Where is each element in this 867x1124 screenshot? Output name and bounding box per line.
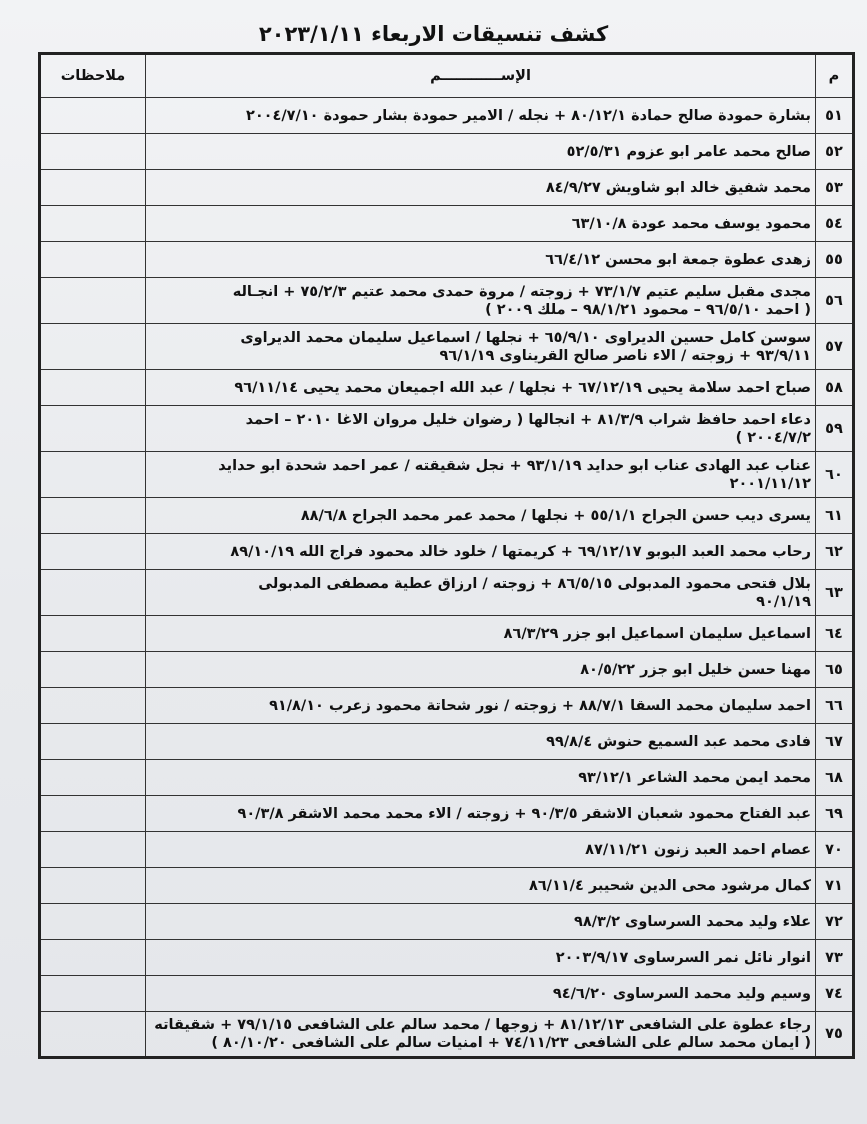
row-name-line: كمال مرشود محى الدين شحيبر ٨٦/١١/٤ bbox=[528, 877, 811, 894]
row-notes-cell bbox=[40, 498, 146, 534]
row-number: ٦٠ bbox=[816, 452, 854, 498]
row-notes-cell bbox=[40, 170, 146, 206]
row-name-line: مجدى مقبل سليم عتيم ٧٣/١/٧ + زوجته / مروة حمدى محمد عتيم ٧٥/٢/٣ + انجـاله bbox=[232, 283, 811, 300]
row-name-line: عصام احمد العبد زنون ٨٧/١١/٢١ bbox=[585, 841, 811, 858]
table-row bbox=[40, 206, 854, 242]
row-name-line: محمد شفيق خالد ابو شاويش ٨٤/٩/٢٧ bbox=[545, 179, 811, 196]
table-row bbox=[40, 904, 854, 940]
table-row bbox=[40, 278, 854, 324]
table-row bbox=[40, 652, 854, 688]
row-notes-cell bbox=[40, 134, 146, 170]
row-name-cell bbox=[146, 206, 816, 242]
row-name-cell bbox=[146, 534, 816, 570]
row-notes-cell bbox=[40, 1012, 146, 1058]
row-name-cell bbox=[146, 832, 816, 868]
row-name-cell bbox=[146, 242, 816, 278]
row-name-cell bbox=[146, 278, 816, 324]
row-name-cell bbox=[146, 688, 816, 724]
row-name-line: ٩٣/٩/١١ + زوجته / الاء ناصر صالح القريناوى ٩٦/١/١٩ bbox=[439, 347, 811, 364]
row-name-line: بلال فتحى محمود المدبولى ٨٦/٥/١٥ + زوجته / ارزاق عطية مصطفى المدبولى bbox=[258, 575, 811, 592]
row-name-line: اسماعيل سليمان اسماعيل ابو جزر ٨٦/٣/٢٩ bbox=[503, 625, 811, 642]
table-row bbox=[40, 796, 854, 832]
table-row bbox=[40, 134, 854, 170]
row-number: ٥٥ bbox=[816, 242, 854, 278]
row-name-cell bbox=[146, 370, 816, 406]
row-notes-cell bbox=[40, 278, 146, 324]
row-number: ٥٩ bbox=[816, 406, 854, 452]
row-name-line: سوسن كامل حسين الديراوى ٦٥/٩/١٠ + نجلها / اسماعيل سليمان محمد الديراوى bbox=[240, 329, 811, 346]
row-number: ٦٤ bbox=[816, 616, 854, 652]
row-notes-cell bbox=[40, 452, 146, 498]
row-number: ٦٧ bbox=[816, 724, 854, 760]
row-notes-cell bbox=[40, 796, 146, 832]
row-number: ٧١ bbox=[816, 868, 854, 904]
row-name-line: وسيم وليد محمد السرساوى ٩٤/٦/٢٠ bbox=[552, 985, 811, 1002]
row-name-line: احمد سليمان محمد السقا ٨٨/٧/١ + زوجته / نور شحاتة محمود زعرب ٩١/٨/١٠ bbox=[269, 697, 811, 714]
names-table bbox=[38, 52, 855, 1059]
row-name-cell bbox=[146, 616, 816, 652]
row-name-line: علاء وليد محمد السرساوى ٩٨/٣/٢ bbox=[574, 913, 811, 930]
row-number: ٧٠ bbox=[816, 832, 854, 868]
row-name-cell bbox=[146, 796, 816, 832]
row-notes-cell bbox=[40, 570, 146, 616]
row-name-line: بشارة حمودة صالح حمادة ٨٠/١٢/١ + نجله / الامير حمودة بشار حمودة ٢٠٠٤/٧/١٠ bbox=[245, 107, 811, 124]
row-name-cell bbox=[146, 1012, 816, 1058]
row-name-cell bbox=[146, 940, 816, 976]
row-name-line: انوار نائل نمر السرساوى ٢٠٠٣/٩/١٧ bbox=[555, 949, 811, 966]
row-name-cell bbox=[146, 406, 816, 452]
table-row bbox=[40, 498, 854, 534]
row-number: ٧٤ bbox=[816, 976, 854, 1012]
row-number: ٦٨ bbox=[816, 760, 854, 796]
table-row bbox=[40, 724, 854, 760]
row-name-line: زهدى عطوة جمعة ابو محسن ٦٦/٤/١٢ bbox=[545, 251, 811, 268]
row-number: ٥٧ bbox=[816, 324, 854, 370]
row-name-line: محمد ايمن محمد الشاعر ٩٣/١٢/١ bbox=[578, 769, 811, 786]
row-name-cell bbox=[146, 498, 816, 534]
row-notes-cell bbox=[40, 652, 146, 688]
table-row bbox=[40, 242, 854, 278]
row-notes-cell bbox=[40, 760, 146, 796]
row-name-line: ( ايمان محمد سالم على الشافعى ٧٤/١١/٢٣ + امنيات سالم على الشافعى ٨٠/١٠/٢٠ ) bbox=[211, 1035, 811, 1051]
table-row bbox=[40, 832, 854, 868]
row-name-line: ٢٠٠١/١١/١٢ bbox=[729, 475, 811, 492]
row-name-line: فادى محمد عبد السميع حنوش ٩٩/٨/٤ bbox=[546, 733, 811, 750]
header-notes: ملاحظات bbox=[40, 54, 146, 98]
header-name: الإســــــــــــم bbox=[146, 54, 816, 98]
row-name-line: صالح محمد عامر ابو عزوم ٥٢/٥/٣١ bbox=[566, 143, 811, 160]
table-row bbox=[40, 976, 854, 1012]
row-name-cell bbox=[146, 724, 816, 760]
row-name-cell bbox=[146, 904, 816, 940]
row-notes-cell bbox=[40, 724, 146, 760]
row-number: ٥١ bbox=[816, 98, 854, 134]
row-notes-cell bbox=[40, 534, 146, 570]
row-name-cell bbox=[146, 868, 816, 904]
table-row bbox=[40, 452, 854, 498]
row-notes-cell bbox=[40, 242, 146, 278]
table-row bbox=[40, 760, 854, 796]
row-name-cell bbox=[146, 760, 816, 796]
table-row bbox=[40, 534, 854, 570]
row-number: ٦٢ bbox=[816, 534, 854, 570]
row-number: ٧٥ bbox=[816, 1012, 854, 1058]
row-name-cell bbox=[146, 976, 816, 1012]
row-number: ٦٩ bbox=[816, 796, 854, 832]
row-number: ٦٣ bbox=[816, 570, 854, 616]
table-row bbox=[40, 406, 854, 452]
row-name-line: ٢٠٠٤/٧/٢ ) bbox=[735, 429, 811, 446]
row-name-line: عبد الفتاح محمود شعبان الاشقر ٩٠/٣/٥ + زوجته / الاء محمد محمد الاشقر ٩٠/٣/٨ bbox=[237, 805, 811, 822]
row-number: ٥٨ bbox=[816, 370, 854, 406]
table-row bbox=[40, 324, 854, 370]
row-notes-cell bbox=[40, 904, 146, 940]
row-number: ٦٥ bbox=[816, 652, 854, 688]
row-notes-cell bbox=[40, 940, 146, 976]
row-number: ٧٢ bbox=[816, 904, 854, 940]
row-notes-cell bbox=[40, 868, 146, 904]
row-notes-cell bbox=[40, 832, 146, 868]
table-row bbox=[40, 868, 854, 904]
table-row bbox=[40, 170, 854, 206]
table-header-row bbox=[40, 54, 854, 98]
row-name-line: محمود يوسف محمد عودة ٦٣/١٠/٨ bbox=[571, 215, 811, 232]
row-number: ٥٢ bbox=[816, 134, 854, 170]
row-number: ٥٦ bbox=[816, 278, 854, 324]
row-notes-cell bbox=[40, 616, 146, 652]
table-row bbox=[40, 570, 854, 616]
row-name-line: رجاء عطوة على الشافعى ٨١/١٢/١٣ + زوجها / محمد سالم على الشافعى ٧٩/١/١٥ + شقيقاته bbox=[154, 1017, 811, 1033]
row-name-cell bbox=[146, 170, 816, 206]
row-notes-cell bbox=[40, 688, 146, 724]
row-number: ٦١ bbox=[816, 498, 854, 534]
row-name-cell bbox=[146, 98, 816, 134]
table-row bbox=[40, 370, 854, 406]
row-number: ٥٤ bbox=[816, 206, 854, 242]
table-row bbox=[40, 1012, 854, 1058]
row-name-line: صباح احمد سلامة يحيى ٦٧/١٢/١٩ + نجلها / عبد الله اجميعان محمد يحيى ٩٦/١١/١٤ bbox=[234, 379, 811, 396]
row-notes-cell bbox=[40, 324, 146, 370]
row-name-cell bbox=[146, 452, 816, 498]
row-name-line: دعاء احمد حافظ شراب ٨١/٣/٩ + انجالها ( رضوان خليل مروان الاغا ٢٠١٠ – احمد bbox=[245, 411, 811, 428]
row-name-line: ٩٠/١/١٩ bbox=[756, 593, 811, 610]
row-name-line: عناب عبد الهادى عناب ابو حدايد ٩٣/١/١٩ + نجل شقيقته / عمر احمد شحدة ابو حدايد bbox=[218, 457, 811, 474]
row-name-cell bbox=[146, 570, 816, 616]
row-notes-cell bbox=[40, 406, 146, 452]
row-number: ٦٦ bbox=[816, 688, 854, 724]
row-notes-cell bbox=[40, 976, 146, 1012]
row-name-cell bbox=[146, 324, 816, 370]
table-row bbox=[40, 940, 854, 976]
row-notes-cell bbox=[40, 370, 146, 406]
row-name-cell bbox=[146, 652, 816, 688]
row-notes-cell bbox=[40, 206, 146, 242]
row-name-cell bbox=[146, 134, 816, 170]
table-row bbox=[40, 688, 854, 724]
table-row bbox=[40, 98, 854, 134]
row-name-line: ( احمد ٩٦/٥/١٠ – محمود ٩٨/١/٢١ – ملك ٢٠٠٩ ) bbox=[485, 301, 811, 318]
table-row bbox=[40, 616, 854, 652]
row-number: ٥٣ bbox=[816, 170, 854, 206]
row-name-line: مهنا حسن خليل ابو جزر ٨٠/٥/٢٢ bbox=[580, 661, 811, 678]
page-title: كشف تنسيقات الاربعاء ٢٠٢٣/١/١١ bbox=[258, 22, 609, 46]
row-number: ٧٣ bbox=[816, 940, 854, 976]
header-number: م bbox=[816, 54, 854, 98]
row-name-line: رحاب محمد العبد البوبو ٦٩/١٢/١٧ + كريمتها / خلود خالد محمود فراج الله ٨٩/١٠/١٩ bbox=[230, 543, 811, 560]
row-notes-cell bbox=[40, 98, 146, 134]
row-name-line: يسرى ديب حسن الجراح ٥٥/١/١ + نجلها / محمد عمر محمد الجراح ٨٨/٦/٨ bbox=[300, 507, 811, 524]
